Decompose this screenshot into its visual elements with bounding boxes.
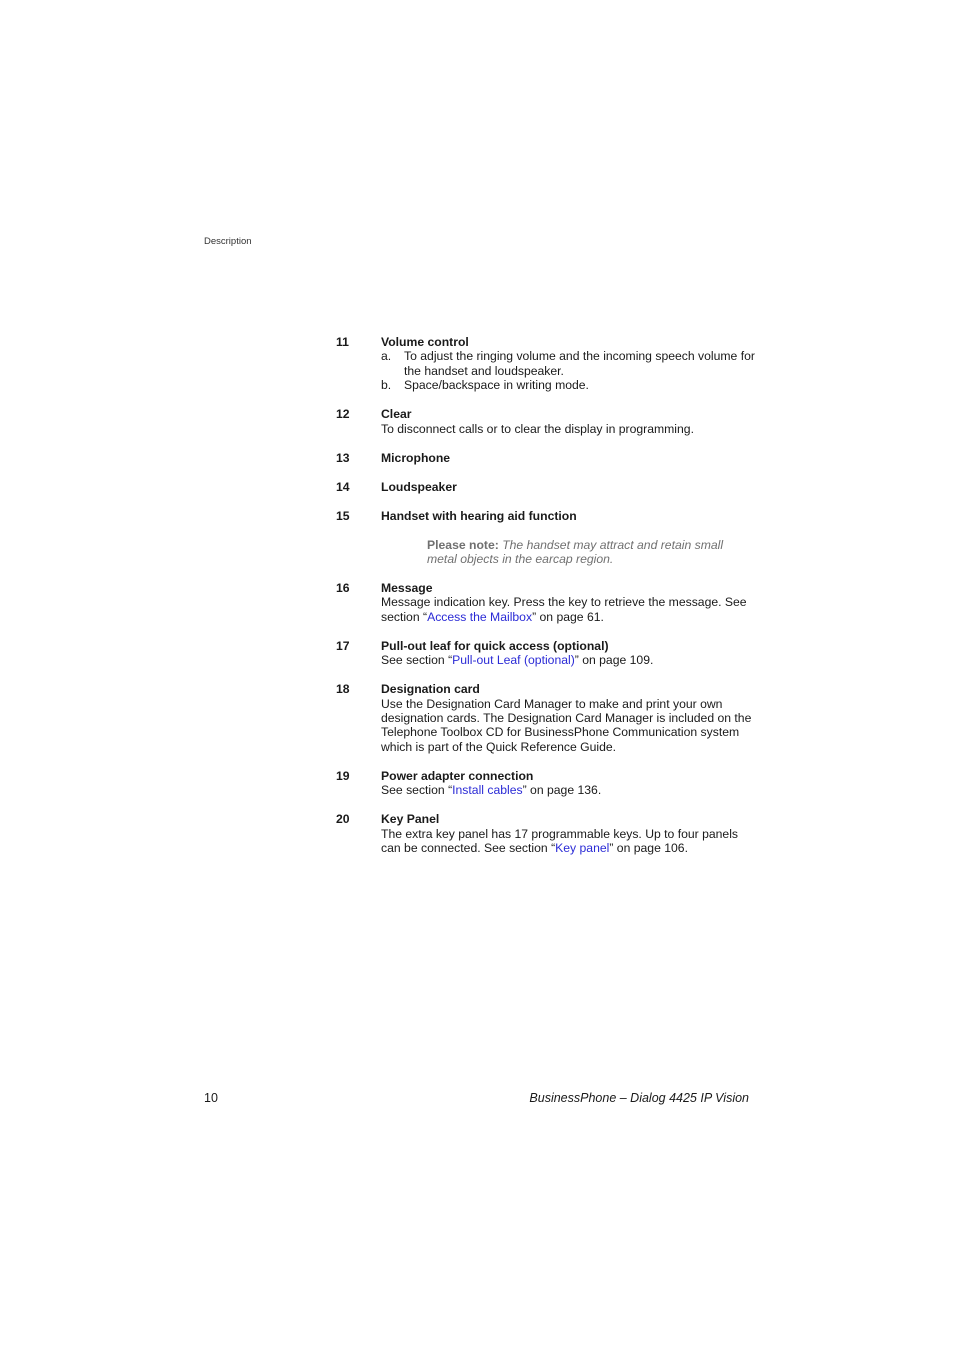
item-number: 17	[336, 638, 350, 653]
item-title: Designation card	[381, 682, 480, 697]
item-description	[381, 783, 756, 797]
cross-reference-link[interactable]: Pull-out Leaf (optional)	[452, 653, 575, 668]
item-title: Loudspeaker	[381, 479, 457, 494]
description-text: ” on page 106.	[609, 841, 688, 856]
item-number: 19	[336, 768, 350, 783]
item-title: Microphone	[381, 450, 451, 465]
description-text: The extra key panel has 17 programmable keys. Up to four panels can be connected. See section “	[381, 826, 739, 856]
sub-item-text: To adjust the ringing volume and the incoming speech volume for the handset and loudspeaker.	[404, 349, 755, 378]
note-text: The handset may attract and retain small metal objects in the earcap region.	[427, 537, 724, 567]
list-item	[336, 480, 756, 494]
list-item	[336, 335, 756, 393]
sub-item-letter: b.	[381, 378, 392, 393]
cross-reference-link[interactable]: Install cables	[452, 783, 523, 798]
item-number: 15	[336, 508, 350, 523]
list-item	[336, 812, 756, 855]
item-number: 11	[336, 335, 349, 349]
item-description: Use the Designation Card Manager to make and print your own designation cards. The Designation Card Manager is included on the Telephone Toolbox CD for BusinessPhone Communication system which is part of the Quick Reference Guide.	[381, 696, 752, 754]
cross-reference-link[interactable]: Access the Mailbox	[427, 609, 533, 624]
item-number: 13	[336, 450, 350, 465]
sub-item-text: Space/backspace in writing mode.	[404, 378, 589, 393]
cross-reference-link[interactable]: Key panel	[555, 841, 610, 856]
description-text: Message indication key. Press the key to retrieve the message. See section “	[381, 595, 747, 624]
item-description	[381, 595, 756, 624]
list-item	[336, 509, 756, 567]
item-title: Key Panel	[381, 812, 440, 827]
list-item	[336, 581, 756, 624]
item-number: 14	[336, 479, 350, 494]
item-title: Volume control	[381, 335, 469, 349]
list-item	[336, 682, 756, 754]
document-title: BusinessPhone – Dialog 4425 IP Vision	[529, 1091, 749, 1105]
list-item	[336, 407, 756, 436]
item-title: Power adapter connection	[381, 768, 534, 783]
page-number: 10	[204, 1091, 218, 1105]
list-item	[336, 639, 756, 668]
item-number: 18	[336, 682, 350, 697]
item-title: Message	[381, 581, 433, 596]
sub-item	[381, 349, 756, 378]
description-text: ” on page 61.	[532, 609, 604, 624]
item-list	[336, 335, 756, 870]
item-title: Clear	[381, 407, 412, 422]
list-item	[336, 769, 756, 798]
sub-item	[381, 378, 756, 392]
item-description	[381, 827, 756, 856]
item-description: To disconnect calls or to clear the display in programming.	[381, 421, 694, 436]
description-text: See section “	[381, 653, 453, 668]
note-box	[427, 538, 756, 567]
sub-item-letter: a.	[381, 349, 392, 364]
description-text: ” on page 136.	[522, 783, 602, 798]
running-header: Description	[204, 236, 252, 247]
description-text: ” on page 109.	[574, 653, 654, 668]
description-text: See section “	[381, 783, 453, 798]
item-title: Pull-out leaf for quick access (optional)	[381, 638, 609, 653]
list-item	[336, 451, 756, 465]
item-number: 20	[336, 812, 350, 827]
item-number: 12	[336, 407, 350, 422]
note-label: Please note:	[427, 537, 499, 552]
item-title: Handset with hearing aid function	[381, 508, 577, 523]
item-description	[381, 653, 756, 667]
item-number: 16	[336, 581, 350, 596]
